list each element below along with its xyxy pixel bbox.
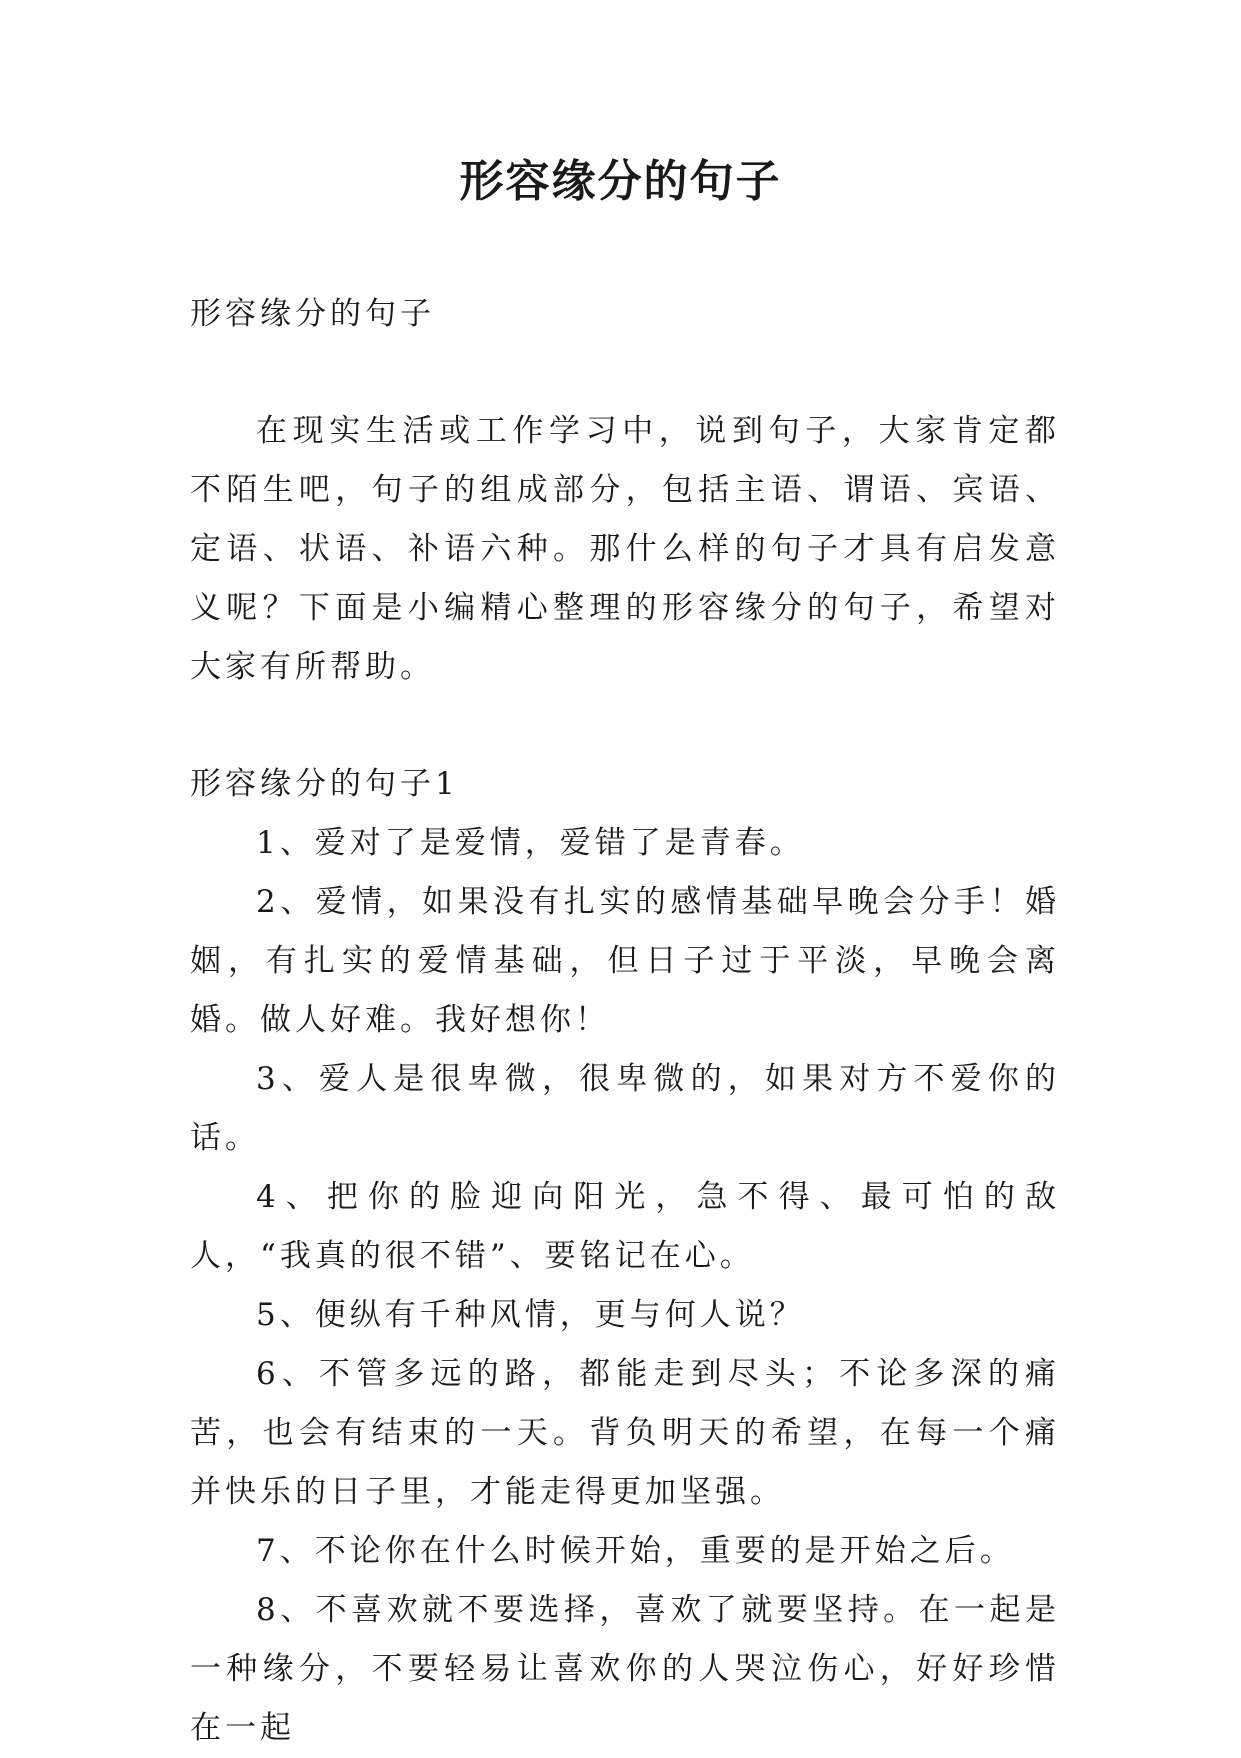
list-item: 4、把你的脸迎向阳光，急不得、最可怕的敌人，“我真的很不错”、要铭记在心。 [190,1179,1060,1274]
list-item: 1、爱对了是爱情，爱错了是青春。 [256,825,805,861]
intro-paragraph: 在现实生活或工作学习中，说到句子，大家肯定都不陌生吧，句子的组成部分，包括主语、谓语、宾语、定语、状语、补语六种。那什么样的句子才具有启发意义呢？下面是小编精心整理的形容缘分的句子，希望对大家有所帮助。 [190,413,1060,685]
list-item: 8、不喜欢就不要选择，喜欢了就要坚持。在一起是一种缘分，不要轻易让喜欢你的人哭泣伤心，好好珍惜在一起 [190,1592,1060,1746]
list-item: 3、爱人是很卑微，很卑微的，如果对方不爱你的话。 [190,1061,1060,1156]
list-item: 6、不管多远的路，都能走到尽头；不论多深的痛苦，也会有结束的一天。背负明天的希望，在每一个痛并快乐的日子里，才能走得更加坚强。 [190,1356,1060,1510]
subtitle: 形容缘分的句子 [190,296,435,332]
list-item: 5、便纵有千种风情，更与何人说？ [256,1297,805,1333]
document-body [190,285,1060,1758]
list-item: 2、爱情，如果没有扎实的感情基础早晚会分手！婚姻，有扎实的爱情基础，但日子过于平淡，早晚会离婚。做人好难。我好想你！ [190,884,1060,1038]
section-heading: 形容缘分的句子1 [190,766,459,802]
page-title: 形容缘分的句子 [459,156,782,207]
list-item: 7、不论你在什么时候开始，重要的是开始之后。 [256,1533,1015,1569]
